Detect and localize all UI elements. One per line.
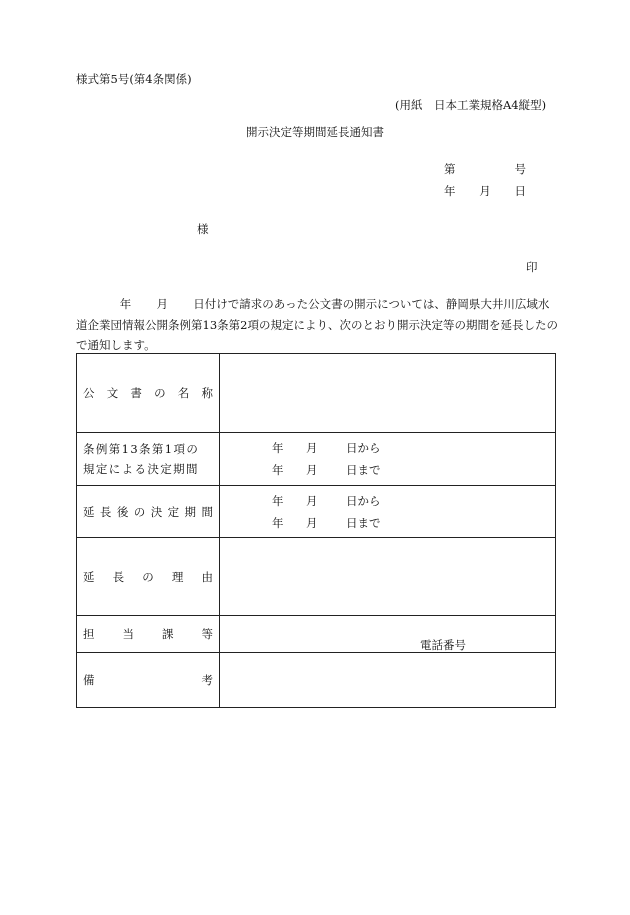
row-responsible-section: [77, 616, 556, 653]
body-text: 日付けで請求のあった公文書の開示については、静岡県大井川広域水道企業団情報公開条例第13条第2項の規定により、次のとおり開示決定等の期間を延長したので通知します。: [76, 297, 558, 352]
label-extension-reason: 延 長 の 理 由: [77, 538, 220, 616]
body-year: 年: [119, 297, 132, 311]
reference-go: 号: [514, 162, 526, 176]
value-responsible-section: [220, 616, 556, 653]
paper-size-note: (用紙 日本工業規格A4縦型): [395, 98, 547, 112]
addressee-suffix: 様: [197, 222, 209, 236]
label-extended-period: 延 長 後 の 決 定 期 間: [77, 486, 220, 538]
form-number: 様式第5号(第4条関係): [76, 72, 192, 86]
issue-month: 月: [479, 184, 491, 198]
row-document-name: [77, 354, 556, 433]
value-original-period: 年 月 日から 年 月 日まで: [220, 433, 556, 486]
issue-year: 年: [444, 184, 456, 198]
row-remarks: [77, 653, 556, 708]
document-title: 開示決定等期間延長通知書: [246, 125, 384, 139]
value-extension-reason: [220, 538, 556, 616]
issue-date-line: [444, 183, 526, 199]
reference-number-line: [444, 161, 526, 177]
notice-body: [76, 294, 560, 356]
seal-mark: 印: [526, 260, 538, 274]
reference-dai: 第: [444, 162, 456, 176]
label-original-period: 条例第13条第1項の 規定による決定期間: [77, 433, 220, 486]
value-extended-period: 年 月 日から 年 月 日まで: [220, 486, 556, 538]
row-extension-reason: [77, 538, 556, 616]
row-original-period: [77, 433, 556, 486]
label-document-name: 公 文 書 の 名 称: [77, 354, 220, 433]
issue-day: 日: [514, 184, 526, 198]
body-month: 月: [156, 297, 168, 311]
label-remarks: 備 考: [77, 653, 220, 708]
row-extended-period: [77, 486, 556, 538]
value-document-name: [220, 354, 556, 433]
label-responsible-section: 担 当 課 等: [77, 616, 220, 653]
notice-table: [76, 353, 556, 708]
value-remarks: [220, 653, 556, 708]
phone-number-label: 電話番号: [420, 638, 466, 652]
